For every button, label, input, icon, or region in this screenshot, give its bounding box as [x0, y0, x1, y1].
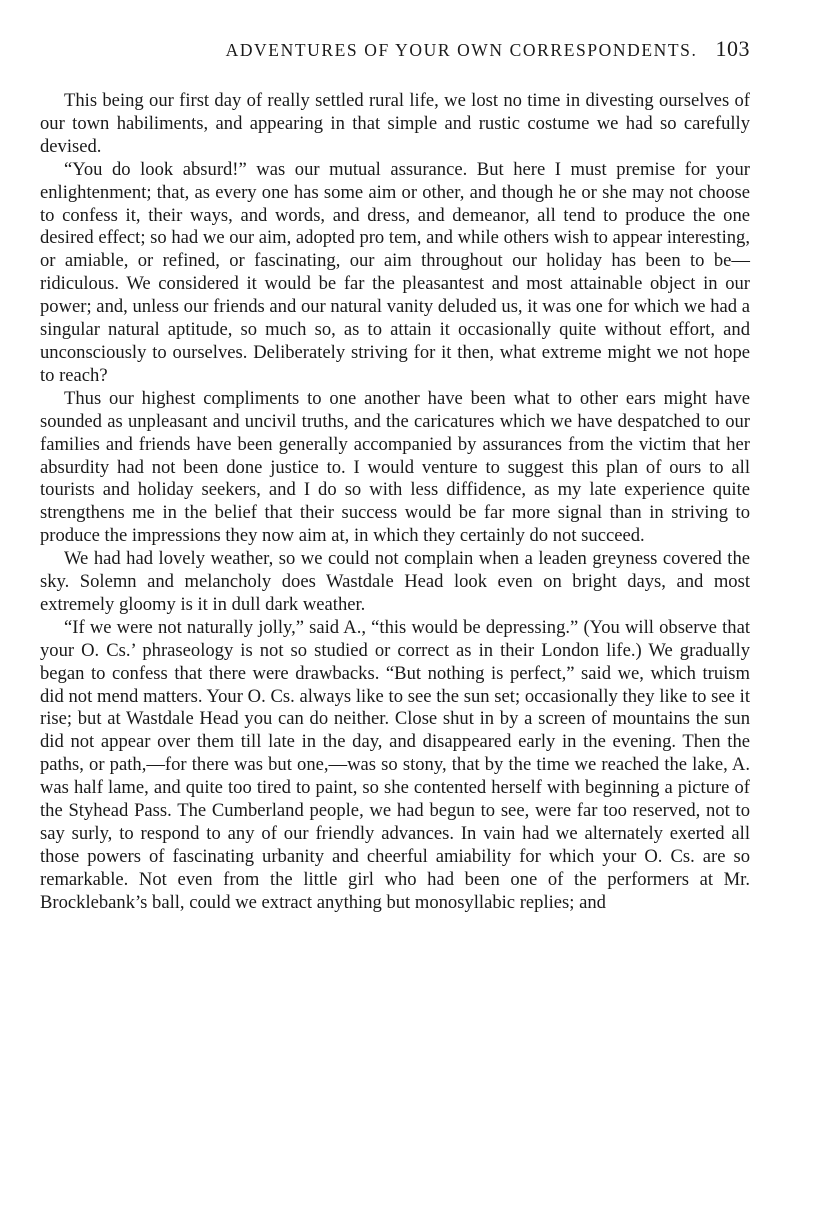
paragraph-1: This being our first day of really settled rural life, we lost no time in divesting ourselves of our town habiliments, and appearing in that simple and rustic costume we had so carefully devised. — [40, 90, 750, 157]
page-number: 103 — [715, 36, 750, 61]
paragraph-4: We had had lovely weather, so we could not complain when a leaden greyness covered the sky. Solemn and melancholy does Wastdale Head look even on bright days, and most extremely gloomy is it in dull dark weather. — [40, 548, 750, 615]
page-header — [40, 36, 750, 80]
paragraph-2: “You do look absurd!” was our mutual assurance. But here I must premise for your enlightenment; that, as every one has some aim or other, and though he or she may not choose to confess it, their ways, and words, and dress, and demeanor, all tend to produce the one desired effect; so had we our aim, adopted pro tem, and while others wish to appear interesting, or amiable, or refined, or fascinating, our aim throughout our holiday has been to be—ridiculous. We considered it would be far the pleasantest and most attainable object in our power; and, unless our friends and our natural vanity deluded us, it was one for which we had a singular natural aptitude, so much so, as to attain it occasionally quite without effort, and unconsciously to ourselves. Deliberately striving for it then, what extreme might we not hope to reach? — [40, 158, 750, 386]
book-page — [40, 36, 750, 915]
running-title: ADVENTURES OF YOUR OWN CORRESPONDENTS. — [225, 40, 698, 60]
paragraph-3: Thus our highest compliments to one another have been what to other ears might have sounded as unpleasant and uncivil truths, and the caricatures which we have despatched to our families and friends have been generally accompanied by assurances from the victim that her absurdity had not been done justice to. I would venture to suggest this plan of ours to all tourists and holiday seekers, and I do so with less diffidence, as my late experience quite strengthens me in the belief that their success would be far more signal than in striving to produce the impressions they now aim at, in which they certainly do not succeed. — [40, 387, 750, 547]
paragraph-5: “If we were not naturally jolly,” said A., “this would be depressing.” (You will observe that your O. Cs.’ phraseology is not so studied or correct as in their London life.) We gradually began to confess that there were drawbacks. “But nothing is perfect,” said we, which truism did not mend matters. Your O. Cs. always like to see the sun set; occasionally they like to see it rise; but at Wastdale Head you can do neither. Close shut in by a screen of mountains the sun did not appear over them till late in the day, and disappeared early in the evening. Then the paths, or path,—for there was but one,—was so stony, that by the time we reached the lake, A. was half lame, and quite too tired to paint, so she contented herself with beginning a picture of the Styhead Pass. The Cumberland people, we had begun to see, were far too reserved, not to say surly, to respond to any of our friendly advances. In vain had we alternately exerted all those powers of fascinating urbanity and cheerful amiability for which your O. Cs. are so remarkable. Not even from the little girl who had been one of the performers at Mr. Brocklebank’s ball, could we extract anything but monosyllabic replies; and — [40, 616, 750, 913]
article-body — [40, 90, 750, 915]
